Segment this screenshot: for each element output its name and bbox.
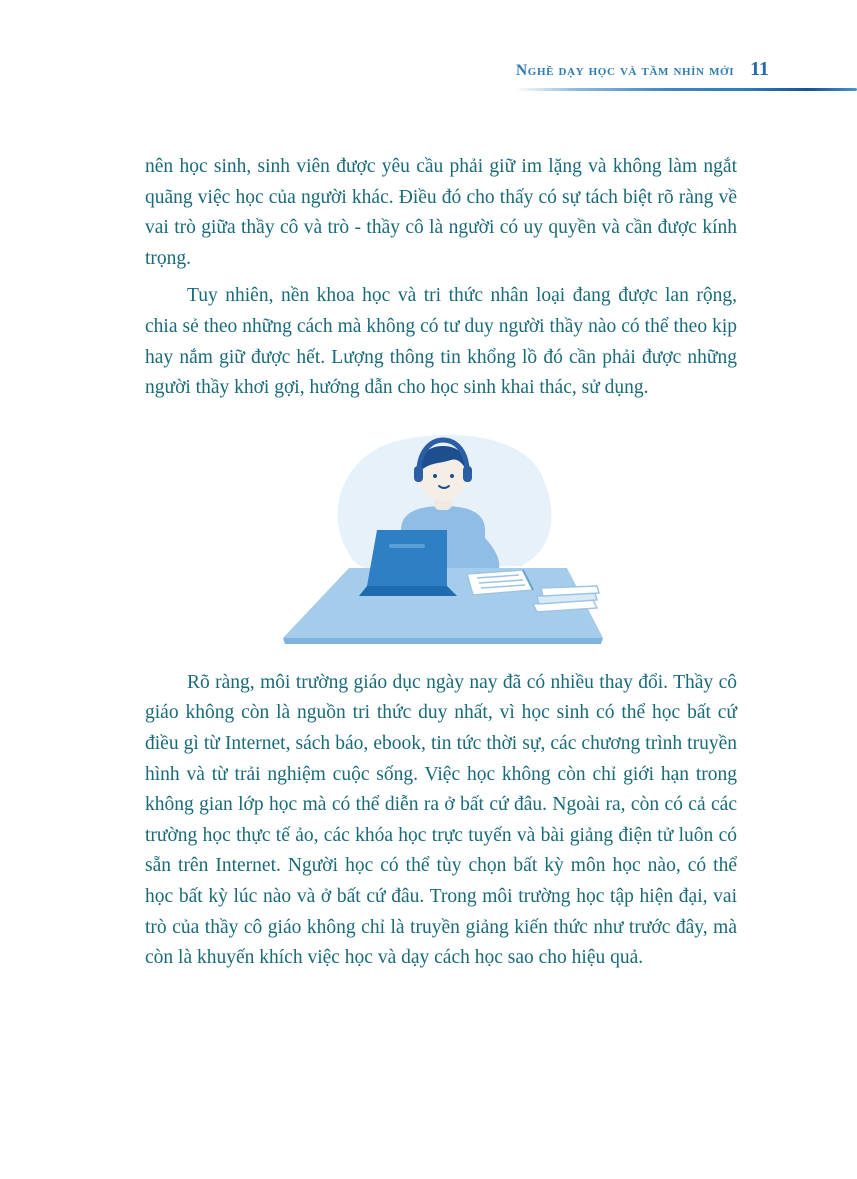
- paragraph: Rõ ràng, môi trường giáo dục ngày nay đã có nhiều thay đổi. Thầy cô giáo không còn là nguồn tri thức duy nhất, vì học sinh có thể học bất cứ điều gì từ Internet, sách báo, ebook, tin tức thời sự, các chương trình truyền hình và từ trải nghiệm cuộc sống. Việc học không còn chỉ giới hạn trong không gian lớp học mà có thể diễn ra ở bất cứ đâu. Ngoài ra, còn có cả các trường học thực tế ảo, các khóa học trực tuyến và bài giảng điện tử luôn có sẵn trên Internet. Người học có thể tùy chọn bất kỳ môn học nào, có thể học bất kỳ lúc nào và ở bất cứ đâu. Trong môi trường học tập hiện đại, vai trò của thầy cô giáo không chỉ là truyền giảng kiến thức như trước đây, mà còn là khuyến khích việc học và dạy cách học sao cho hiệu quả.: [145, 671, 737, 969]
- illustration-container: [145, 418, 737, 650]
- page-body: [145, 152, 737, 981]
- header-divider-rule: [515, 88, 857, 91]
- chapter-title: Nghề dạy học và tầm nhìn mới: [516, 62, 735, 79]
- paragraph: Tuy nhiên, nền khoa học và tri thức nhân loại đang được lan rộng, chia sẻ theo những cách mà không có tư duy người thầy nào có thể theo kịp hay nắm giữ được hết. Lượng thông tin khổng lồ đó cần phải được những người thầy khơi gợi, hướng dẫn cho học sinh khai thác, sử dụng.: [145, 285, 737, 399]
- student-studying-with-laptop-illustration: [271, 418, 611, 650]
- paragraph: nên học sinh, sinh viên được yêu cầu phải giữ im lặng và không làm ngắt quãng việc học của người khác. Điều đó cho thấy có sự tách biệt rõ ràng về vai trò giữa thầy cô và trò - thầy cô là người có uy quyền và cần được kính trọng.: [145, 156, 737, 269]
- page-number: 11: [750, 58, 769, 80]
- running-header: [0, 58, 857, 92]
